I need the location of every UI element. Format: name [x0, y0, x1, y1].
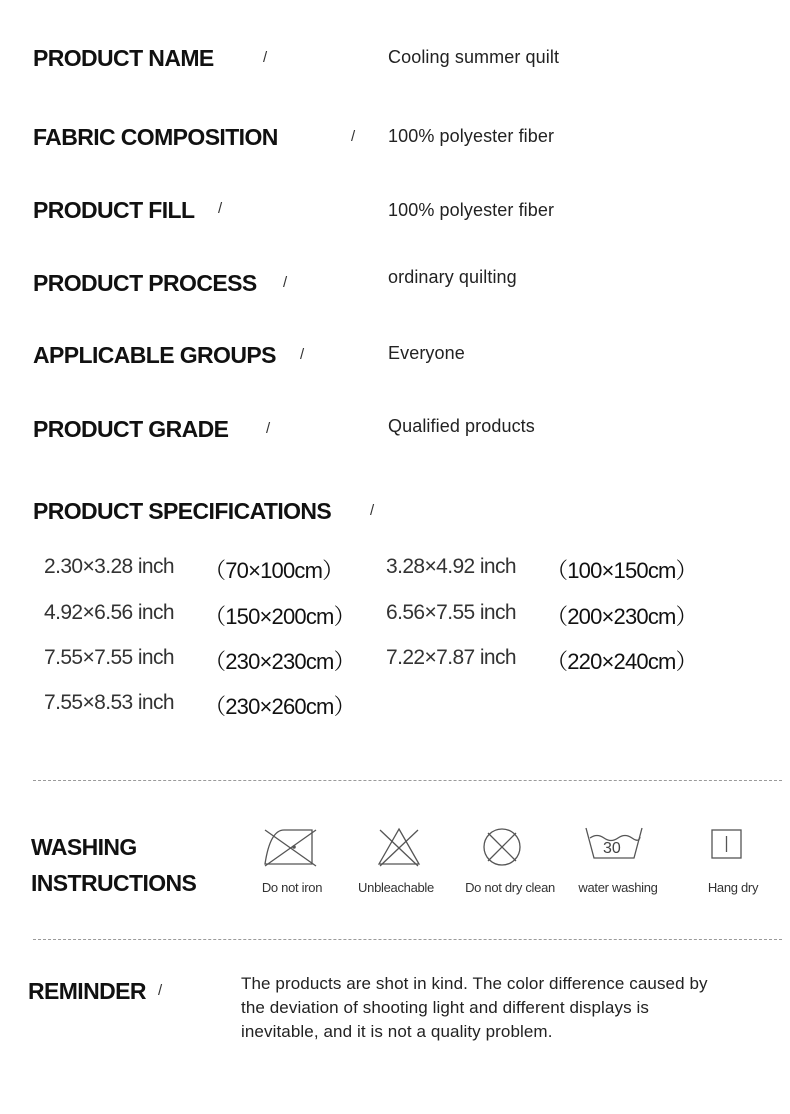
product-fill-separator: / — [218, 200, 223, 217]
spec-size-cm: （150×200cm） — [204, 604, 355, 629]
applicable-groups-label: APPLICABLE GROUPS — [33, 342, 276, 368]
spec-size-inch: 4.92×6.56 inch — [44, 601, 174, 624]
product-process-value: ordinary quilting — [388, 267, 517, 287]
no-iron-icon — [262, 826, 318, 868]
specifications-separator: / — [370, 502, 375, 519]
product-name-separator: / — [263, 49, 268, 66]
spec-size-inch: 3.28×4.92 inch — [386, 555, 516, 578]
reminder-separator: / — [158, 982, 163, 999]
product-name-label: PRODUCT NAME — [33, 45, 214, 71]
spec-size-cm: （220×240cm） — [546, 649, 697, 674]
spec-size-inch: 6.56×7.55 inch — [386, 601, 516, 624]
no-iron-caption: Do not iron — [261, 880, 323, 895]
spec-size-inch: 7.55×8.53 inch — [44, 691, 174, 714]
spec-size-inch: 2.30×3.28 inch — [44, 555, 174, 578]
reminder-label: REMINDER — [28, 978, 146, 1004]
product-fill-value: 100% polyester fiber — [388, 200, 555, 220]
applicable-groups-value: Everyone — [388, 343, 465, 363]
specifications-label: PRODUCT SPECIFICATIONS — [33, 498, 332, 524]
fabric-composition-separator: / — [351, 128, 356, 145]
product-process-separator: / — [283, 274, 288, 291]
fabric-composition-value: 100% polyester fiber — [388, 126, 555, 146]
spec-size-cm: （230×260cm） — [204, 694, 355, 719]
washing-label-line2: INSTRUCTIONS — [31, 870, 197, 896]
hang-dry-icon — [711, 829, 743, 861]
water-wash-temp: 30 — [603, 840, 621, 857]
spec-size-inch: 7.22×7.87 inch — [386, 646, 516, 669]
washing-label-line1: WASHING — [31, 834, 137, 860]
spec-size-inch: 7.55×7.55 inch — [44, 646, 174, 669]
product-name-value: Cooling summer quilt — [388, 47, 560, 67]
spec-size-cm: （70×100cm） — [204, 558, 344, 583]
spec-size-cm: （230×230cm） — [204, 649, 355, 674]
water-wash-caption: water washing — [578, 880, 658, 895]
section-divider — [33, 939, 782, 940]
no-dry-clean-caption: Do not dry clean — [465, 880, 555, 895]
no-bleach-icon — [376, 826, 422, 868]
product-grade-label: PRODUCT GRADE — [33, 416, 229, 442]
section-divider — [33, 780, 782, 781]
applicable-groups-separator: / — [300, 346, 305, 363]
product-fill-label: PRODUCT FILL — [33, 197, 195, 223]
reminder-text: The products are shot in kind. The color difference caused by the deviation of shooting light and different displays is inevitable, and it is not a quality problem. — [241, 974, 708, 1041]
product-grade-separator: / — [266, 420, 271, 437]
product-grade-value: Qualified products — [388, 416, 535, 436]
no-bleach-caption: Unbleachable — [358, 880, 434, 895]
fabric-composition-label: FABRIC COMPOSITION — [33, 124, 278, 150]
no-dry-clean-icon — [481, 826, 523, 868]
spec-size-cm: （100×150cm） — [546, 558, 697, 583]
hang-dry-caption: Hang dry — [707, 880, 759, 895]
spec-size-cm: （200×230cm） — [546, 604, 697, 629]
product-process-label: PRODUCT PROCESS — [33, 270, 257, 296]
